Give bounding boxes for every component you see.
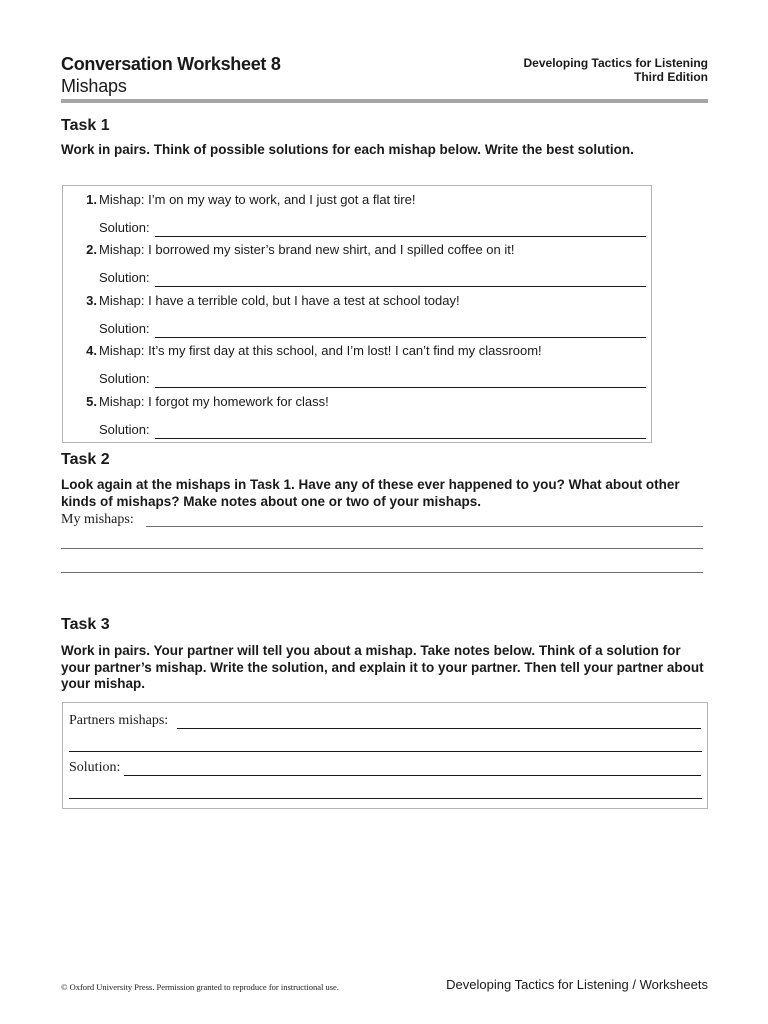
task1-heading: Task 1 <box>61 117 110 134</box>
item-number: 5. <box>86 394 97 409</box>
solution-line[interactable] <box>155 438 646 439</box>
mishap-text: Mishap: I’m on my way to work, and I just got a flat tire! <box>99 192 416 207</box>
my-mishaps-line[interactable] <box>61 572 703 573</box>
task2-heading: Task 2 <box>61 451 110 468</box>
partners-mishaps-line[interactable] <box>177 728 701 729</box>
mishap-text: Mishap: I have a terrible cold, but I have a test at school today! <box>99 293 460 308</box>
task3-box <box>62 702 708 809</box>
solution-label: Solution: <box>99 422 150 437</box>
partners-mishaps-line[interactable] <box>69 751 702 752</box>
solution-line[interactable] <box>69 798 702 799</box>
solution-label: Solution: <box>99 270 150 285</box>
mishap-text: Mishap: It’s my first day at this school, and I’m lost! I can’t find my classroom! <box>99 343 542 358</box>
item-number: 3. <box>86 293 97 308</box>
mishap-item <box>63 287 653 337</box>
solution-line[interactable] <box>124 775 701 776</box>
mishap-item <box>63 186 653 236</box>
item-number: 1. <box>86 192 97 207</box>
task3-heading: Task 3 <box>61 616 110 633</box>
task3-instruction: Work in pairs. Your partner will tell you about a mishap. Take notes below. Think of a solution for your partner’s mishap. Write the solution, and explain it to your partner. Then tell your partner about your mishap. <box>61 643 704 691</box>
worksheet-subtitle: Mishaps <box>61 76 127 96</box>
solution-label: Solution: <box>99 371 150 386</box>
my-mishaps-label: My mishaps: <box>61 512 134 527</box>
solution-label: Solution: <box>99 321 150 336</box>
mishap-text: Mishap: I forgot my homework for class! <box>99 394 329 409</box>
item-number: 2. <box>86 242 97 257</box>
item-number: 4. <box>86 343 97 358</box>
my-mishaps-line[interactable] <box>146 526 703 527</box>
series-footer: Developing Tactics for Listening / Worksheets <box>446 977 708 992</box>
solution-label: Solution: <box>69 760 121 775</box>
mishap-item <box>63 388 653 438</box>
book-title-line: Developing Tactics for Listening <box>523 56 708 70</box>
copyright-notice: © Oxford University Press. Permission granted to reproduce for instructional use. <box>61 982 339 992</box>
partners-mishaps-label: Partners mishaps: <box>69 713 169 728</box>
header-divider <box>61 99 708 103</box>
worksheet-title: Conversation Worksheet 8 <box>61 54 281 74</box>
my-mishaps-line[interactable] <box>61 548 703 549</box>
task1-instruction: Work in pairs. Think of possible solutions for each mishap below. Write the best solution. <box>61 142 634 157</box>
mishap-item <box>63 236 653 286</box>
solution-label: Solution: <box>99 220 150 235</box>
mishap-text: Mishap: I borrowed my sister’s brand new shirt, and I spilled coffee on it! <box>99 242 515 257</box>
mishap-item <box>63 337 653 387</box>
book-edition-line: Third Edition <box>634 70 708 84</box>
book-title <box>524 56 708 84</box>
task1-box <box>62 185 652 443</box>
task2-instruction: Look again at the mishaps in Task 1. Have any of these ever happened to you? What about other kinds of mishaps? Make notes about one or two of your mishaps. <box>61 477 680 509</box>
